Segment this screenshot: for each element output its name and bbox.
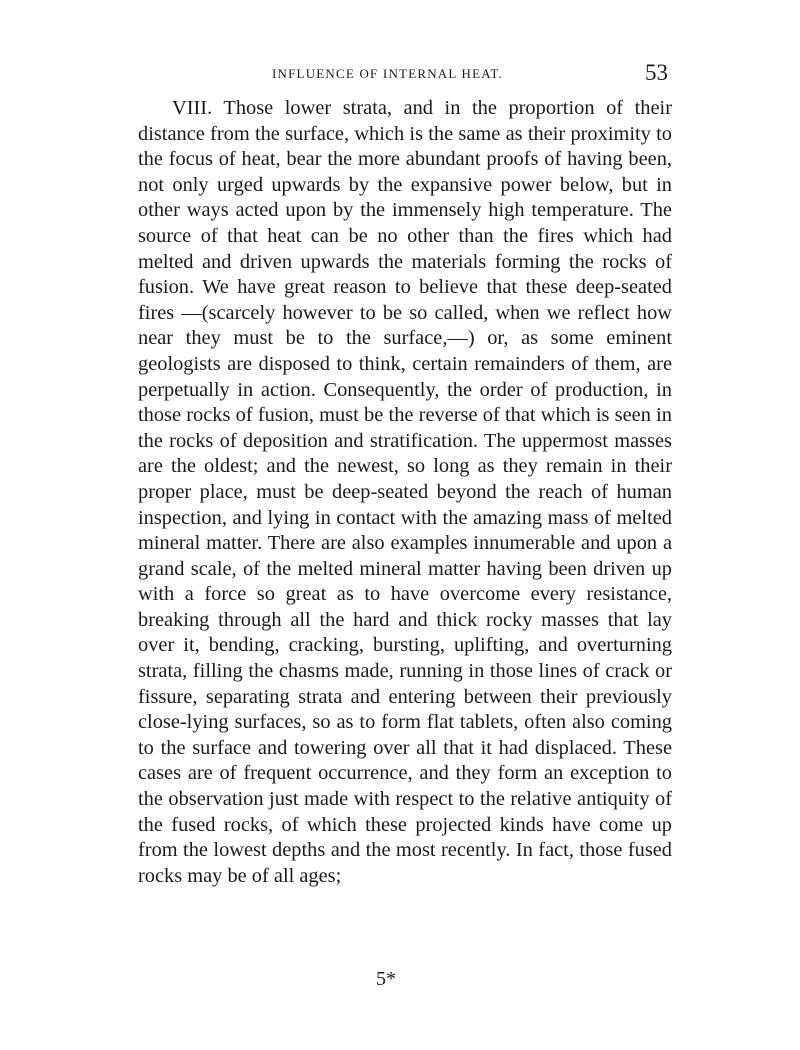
body-text bbox=[138, 96, 672, 889]
running-head: INFLUENCE OF INTERNAL HEAT. bbox=[272, 66, 503, 81]
page-number: 53 bbox=[645, 60, 668, 85]
signature-mark: 5* bbox=[376, 968, 396, 990]
paragraph-viii: VIII. Those lower strata, and in the proportion of their distance from the surface, which is the same as their proximity to the focus of heat, bear the more abundant proofs of having been, not only urged upwards by the expansive power below, but in other ways acted upon by the immensely high temperature. The source of that heat can be no other than the fires which had melted and driven upwards the materials forming the rocks of fusion. We have great reason to believe that these deep-seated fires —(scarcely however to be so called, when we reflect how near they must be to the surface,—) or, as some eminent geologists are disposed to think, certain remainders of them, are perpetually in action. Consequently, the order of production, in those rocks of fusion, must be the reverse of that which is seen in the rocks of deposition and stratification. The uppermost masses are the oldest; and the newest, so long as they remain in their proper place, must be deep-seated beyond the reach of human inspection, and lying in contact with the amazing mass of melted mineral matter. There are also examples innumerable and upon a grand scale, of the melted mineral matter having been driven up with a force so great as to have overcome every resistance, breaking through all the hard and thick rocky masses that lay over it, bending, cracking, bursting, uplifting, and overturning strata, filling the chasms made, running in those lines of crack or fissure, separating strata and entering between their previously close-lying surfaces, so as to form flat tablets, often also coming to the surface and towering over all that it had displaced. These cases are of frequent occurrence, and they form an exception to the observation just made with respect to the relative antiquity of the fused rocks, of which these projected kinds have come up from the lowest depths and the most recently. In fact, those fused rocks may be of all ages; bbox=[138, 97, 672, 887]
signature-mark-container bbox=[0, 968, 800, 991]
page-header bbox=[140, 62, 680, 92]
